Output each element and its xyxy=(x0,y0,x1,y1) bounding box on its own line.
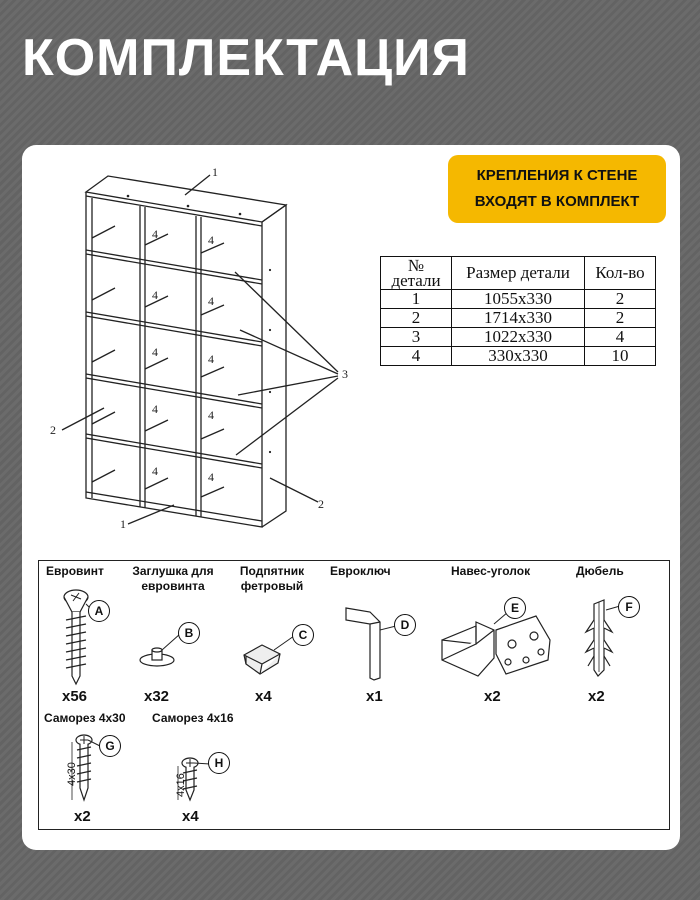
hardware-name-c: Подпятник фетровый xyxy=(239,564,305,593)
hardware-name-h: Саморез 4x16 xyxy=(152,711,234,725)
qty-d: x1 xyxy=(366,688,383,705)
cell-qty: 10 xyxy=(585,347,656,366)
screw-cap-icon xyxy=(140,648,174,666)
hardware-name-b: Заглушка для евровинта xyxy=(132,564,214,593)
screw-dim-4x30: 4x30 xyxy=(66,762,78,786)
qty-a: x56 xyxy=(62,688,88,705)
badge-line-2: ВХОДЯТ В КОМПЛЕКТ xyxy=(474,193,640,210)
cell-no: 2 xyxy=(381,309,452,328)
cell-size: 1055x330 xyxy=(452,290,585,309)
callout-1-top: 1 xyxy=(212,165,218,179)
callout-3: 3 xyxy=(342,367,348,381)
shelf-label-3: 4 xyxy=(152,288,158,302)
qty-b: x32 xyxy=(144,688,170,705)
qty-g: x2 xyxy=(74,808,91,825)
shelf-label-8: 4 xyxy=(208,408,214,422)
callout-letter-g: G xyxy=(99,735,121,757)
cell-qty: 2 xyxy=(585,309,656,328)
qty-e: x2 xyxy=(484,688,501,705)
callout-1-bottom: 1 xyxy=(120,517,126,531)
callout-letter-a: A xyxy=(88,600,110,622)
shelf-label-6: 4 xyxy=(208,352,214,366)
cell-size: 1714x330 xyxy=(452,309,585,328)
callout-letter-f: F xyxy=(618,596,640,618)
wall-bracket-icon xyxy=(442,616,550,676)
hardware-name-g: Саморез 4x30 xyxy=(44,711,126,725)
hardware-name-e: Навес-уголок xyxy=(451,564,531,578)
shelf-label-1: 4 xyxy=(152,227,158,241)
callout-2-left: 2 xyxy=(50,423,56,437)
shelf-label-5: 4 xyxy=(152,345,158,359)
shelf-label-7: 4 xyxy=(152,402,158,416)
callout-letter-h: H xyxy=(208,752,230,774)
shelf-label-2: 4 xyxy=(208,233,214,247)
cell-size: 330x330 xyxy=(452,347,585,366)
callout-letter-b: B xyxy=(178,622,200,644)
header-size: Размер детали xyxy=(452,257,585,290)
euro-screw-icon xyxy=(64,590,88,684)
cell-no: 4 xyxy=(381,347,452,366)
screw-dim-4x16: 4x16 xyxy=(175,773,187,797)
callout-letter-d: D xyxy=(394,614,416,636)
page-title: КОМПЛЕКТАЦИЯ xyxy=(22,29,470,87)
dowel-icon xyxy=(586,600,612,676)
callout-letter-e: E xyxy=(504,597,526,619)
hardware-name-a: Евровинт xyxy=(46,564,104,578)
cell-qty: 4 xyxy=(585,328,656,347)
qty-f: x2 xyxy=(588,688,605,705)
hex-key-icon xyxy=(346,608,380,680)
cell-no: 1 xyxy=(381,290,452,309)
callout-2-right: 2 xyxy=(318,497,324,511)
shelf-label-9: 4 xyxy=(152,464,158,478)
qty-c: x4 xyxy=(255,688,272,705)
header-qty: Кол-во xyxy=(585,257,656,290)
shelf-label-4: 4 xyxy=(208,294,214,308)
shelf-label-10: 4 xyxy=(208,470,214,484)
callout-letter-c: C xyxy=(292,624,314,646)
header-part-no: № детали xyxy=(381,257,452,290)
cell-qty: 2 xyxy=(585,290,656,309)
cell-size: 1022x330 xyxy=(452,328,585,347)
hardware-name-f: Дюбель xyxy=(576,564,624,578)
badge-line-1: КРЕПЛЕНИЯ К СТЕНЕ xyxy=(476,167,638,184)
qty-h: x4 xyxy=(182,808,199,825)
cell-no: 3 xyxy=(381,328,452,347)
hardware-name-d: Евроключ xyxy=(330,564,391,578)
